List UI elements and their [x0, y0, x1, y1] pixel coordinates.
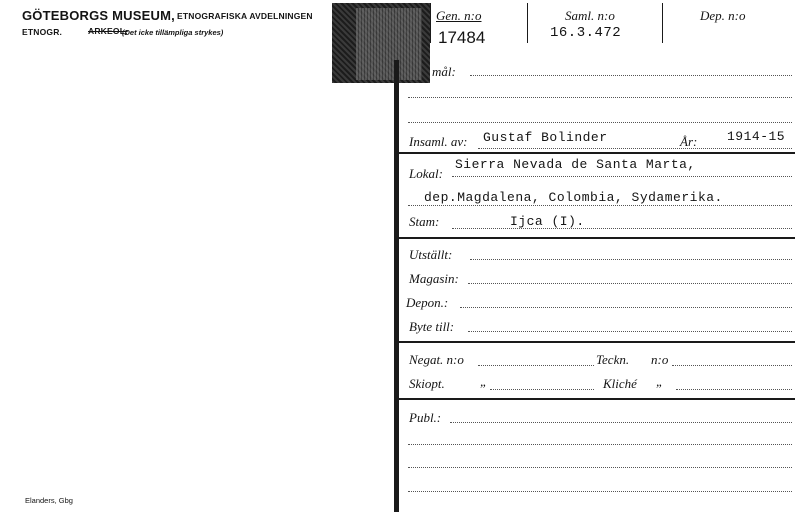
depon-line	[460, 307, 792, 308]
dep-no-label: Dep. n:o	[700, 8, 746, 23]
col-divider-1	[527, 3, 528, 43]
magasin-line	[468, 283, 792, 284]
lokal-line-2	[408, 205, 792, 206]
publ-line-4	[408, 491, 792, 492]
teckn-line	[672, 365, 792, 366]
gen-no-label: Gen. n:o	[436, 8, 482, 23]
depon-label: Depon.:	[406, 295, 449, 310]
foremal-line-1	[470, 75, 792, 76]
lokal-label: Lokal:	[409, 166, 443, 181]
scrap-inner-shade	[356, 8, 422, 80]
publ-label: Publ.:	[409, 410, 442, 425]
museum-name: GÖTEBORGS MUSEUM,	[22, 8, 175, 23]
kliche-label: Kliché	[603, 376, 637, 391]
insaml-label: Insaml. av:	[409, 134, 468, 149]
stam-label: Stam:	[409, 214, 440, 229]
kliche-ditto: „	[656, 374, 664, 389]
rule-before-publ	[399, 398, 795, 400]
arkeol-label: ARKEOL.	[88, 26, 128, 36]
gen-no-value: 17484	[438, 28, 486, 47]
utstallt-label: Utställt:	[409, 247, 453, 262]
publ-line-2	[408, 444, 792, 445]
publ-line-1	[450, 422, 792, 423]
rule-after-byte	[399, 341, 795, 343]
byte-line	[468, 331, 792, 332]
lokal-value-line2: dep.Magdalena, Colombia, Sydamerika.	[424, 190, 723, 205]
foremal-line-2	[408, 97, 792, 98]
foremal-label: mål:	[432, 64, 456, 79]
stam-value: Ijca (I).	[510, 214, 585, 229]
insaml-value: Gustaf Bolinder	[483, 130, 608, 145]
byte-label: Byte till:	[409, 319, 455, 334]
magasin-label: Magasin:	[409, 271, 459, 286]
col-divider-2	[662, 3, 663, 43]
strike-note: (Det icke tillämpliga strykes)	[122, 28, 224, 37]
insaml-line	[478, 148, 792, 149]
skiopt-line	[490, 389, 594, 390]
stam-line	[452, 228, 792, 229]
rule-after-stam	[399, 237, 795, 239]
ar-label: År:	[680, 134, 698, 149]
skiopt-ditto: „	[480, 374, 488, 389]
publ-line-3	[408, 467, 792, 468]
teckn-no-label: n:o	[651, 352, 669, 367]
kliche-line	[676, 389, 792, 390]
skiopt-label: Skiopt.	[409, 376, 445, 391]
ar-value: 1914-15	[727, 129, 786, 144]
col-divider-0	[430, 3, 431, 43]
negat-line	[478, 365, 594, 366]
teckn-label: Teckn.	[596, 352, 630, 367]
rule-after-insaml	[399, 152, 795, 154]
saml-no-label: Saml. n:o	[565, 8, 615, 23]
lokal-line-1	[452, 176, 792, 177]
lokal-value-line1: Sierra Nevada de Santa Marta,	[455, 157, 696, 172]
vertical-rule	[394, 60, 399, 512]
etnogr-label: ETNOGR.	[22, 27, 63, 37]
utstallt-line	[470, 259, 792, 260]
saml-no-value: 16.3.472	[550, 25, 622, 41]
negat-label: Negat. n:o	[409, 352, 464, 367]
department-name: ETNOGRAFISKA AVDELNINGEN	[177, 11, 313, 21]
printer-imprint: Elanders, Gbg	[25, 496, 73, 505]
foremal-line-3	[408, 122, 792, 123]
